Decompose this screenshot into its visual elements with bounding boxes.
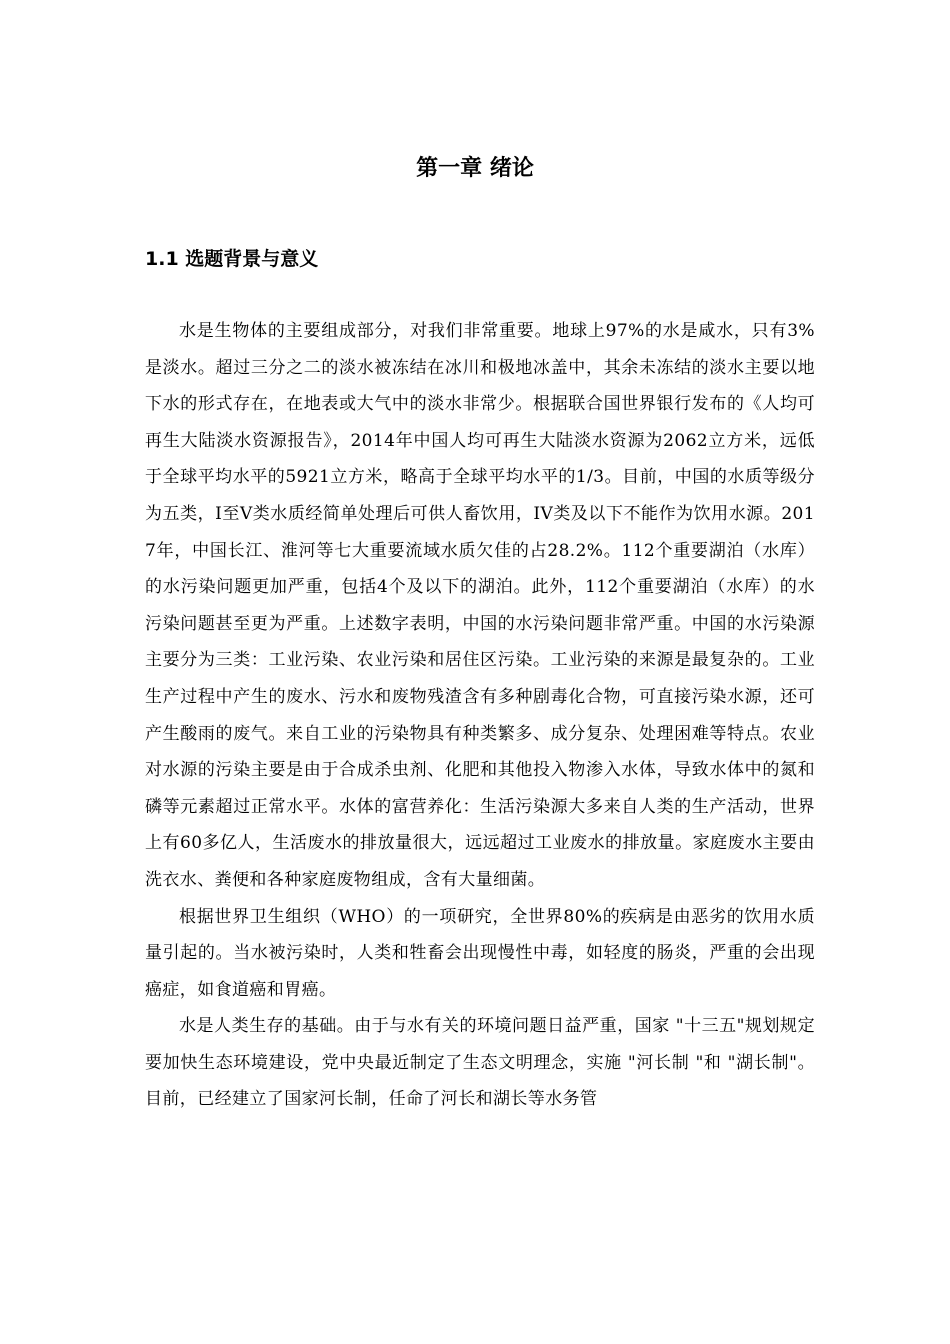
- body-text: [145, 313, 815, 1118]
- section-title: 1.1 选题背景与意义: [145, 248, 319, 270]
- paragraph-water-pollution-overview: 水是生物体的主要组成部分，对我们非常重要。地球上97%的水是咸水，只有3%是淡水。超过三分之二的淡水被冻结在冰川和极地冰盖中，其余未冻结的淡水主要以地下水的形式存在，在地表或大气中的淡水非常少。根据联合国世界银行发布的《人均可再生大陆淡水资源报告》，2014年中国人均可再生大陆淡水资源为2062立方米，远低于全球平均水平的5921立方米，略高于全球平均水平的1/3。目前，中国的水质等级分为五类，I至V类水质经简单处理后可供人畜饮用，IV类及以下不能作为饮用水源。2017年，中国长江、淮河等七大重要流域水质欠佳的占28.2%。112个重要湖泊（水库）的水污染问题更加严重，包括4个及以下的湖泊。此外，112个重要湖泊（水库）的水污染问题甚至更为严重。上述数字表明，中国的水污染问题非常严重。中国的水污染源主要分为三类：工业污染、农业污染和居住区污染。工业污染的来源是最复杂的。工业生产过程中产生的废水、污水和废物残渣含有多种剧毒化合物，可直接污染水源，还可产生酸雨的废气。来自工业的污染物具有种类繁多、成分复杂、处理困难等特点。农业对水源的污染主要是由于合成杀虫剂、化肥和其他投入物渗入水体，导致水体中的氮和磷等元素超过正常水平。水体的富营养化：生活污染源大多来自人类的生产活动，世界上有60多亿人，生活废水的排放量很大，远远超过工业废水的排放量。家庭废水主要由洗衣水、粪便和各种家庭废物组成，含有大量细菌。: [145, 321, 815, 890]
- chapter-title: 第一章 绪论: [416, 156, 534, 181]
- paragraph-who-study: 根据世界卫生组织（WHO）的一项研究，全世界80%的疾病是由恶劣的饮用水质量引起的。当水被污染时，人类和牲畜会出现慢性中毒，如轻度的肠炎，严重的会出现癌症，如食道癌和胃癌。: [145, 906, 815, 1000]
- paragraph-policy: 水是人类生存的基础。由于与水有关的环境问题日益严重，国家 "十三五"规划规定要加快生态环境建设，党中央最近制定了生态文明理念，实施 "河长制 "和 "湖长制"。目前，已经建立了国家河长制，任命了河长和湖长等水务管: [145, 1016, 815, 1110]
